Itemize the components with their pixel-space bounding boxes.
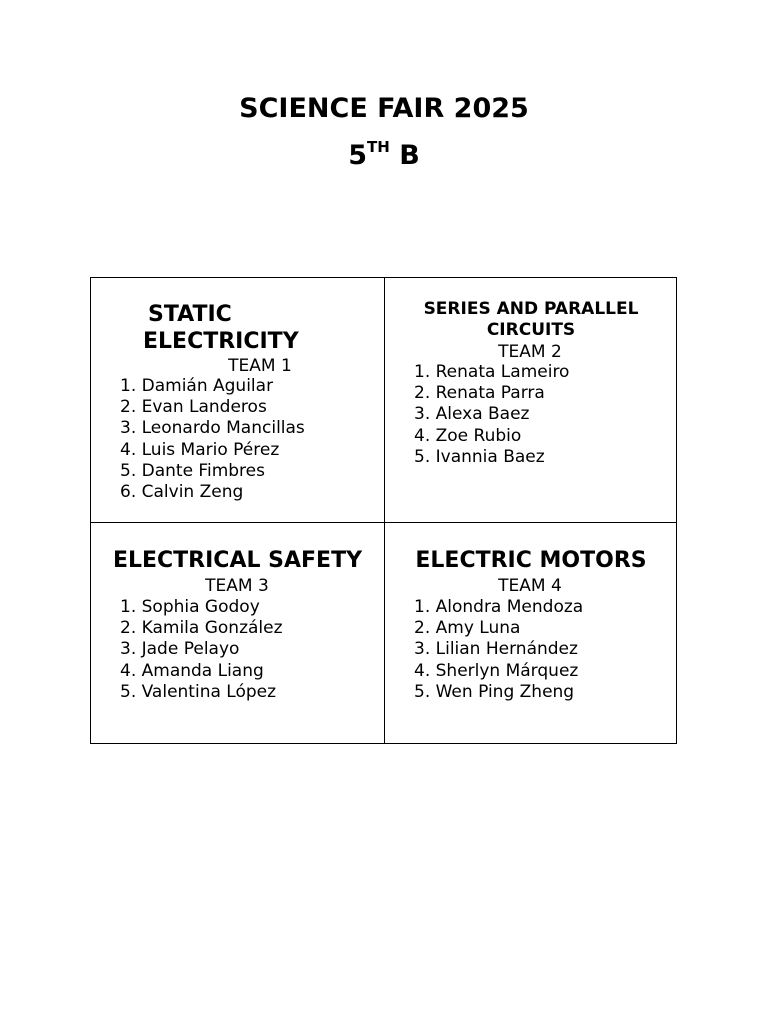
team-4-members	[414, 597, 583, 703]
list-item: 6. Calvin Zeng	[120, 482, 244, 503]
list-item: 5. Valentina López	[120, 681, 277, 702]
team-2-topic-line1: SERIES AND PARALLEL	[423, 299, 639, 319]
team-4-label: TEAM 4	[498, 576, 562, 596]
team-3-label: TEAM 3	[205, 576, 269, 596]
list-item: 4. Zoe Rubio	[414, 425, 522, 446]
page-title: SCIENCE FAIR 2025	[239, 93, 529, 124]
team-3-members	[120, 597, 283, 703]
team-4-topic: ELECTRIC MOTORS	[415, 548, 647, 573]
list-item: 2. Evan Landeros	[120, 397, 267, 418]
grade-label	[0, 140, 768, 172]
list-item: 3. Alexa Baez	[414, 404, 530, 425]
list-item: 2. Amy Luna	[414, 618, 521, 639]
list-item: 5. Ivannia Baez	[414, 446, 545, 467]
grade-suffix: TH	[367, 138, 390, 156]
list-item: 1. Alondra Mendoza	[414, 597, 584, 617]
team-1-topic-line2: ELECTRICITY	[143, 329, 299, 354]
list-item: 2. Kamila González	[120, 618, 283, 639]
list-item: 3. Jade Pelayo	[120, 639, 240, 660]
grade-section: B	[389, 140, 420, 171]
list-item: 1. Renata Lameiro	[414, 362, 570, 382]
team-2-members	[414, 362, 569, 468]
team-1-members	[120, 376, 305, 503]
team-2-topic-line2: CIRCUITS	[486, 320, 576, 340]
team-3-topic: ELECTRICAL SAFETY	[112, 548, 363, 573]
list-item: 5. Dante Fimbres	[120, 460, 265, 481]
table-horizontal-divider	[91, 522, 676, 523]
team-1-topic-line1: STATIC	[148, 302, 232, 327]
list-item: 4. Amanda Liang	[120, 660, 264, 681]
list-item: 4. Sherlyn Márquez	[414, 660, 579, 681]
list-item: 1. Damián Aguilar	[120, 376, 274, 396]
grade-number: 5	[348, 140, 367, 171]
list-item: 4. Luis Mario Pérez	[120, 439, 280, 460]
list-item: 5. Wen Ping Zheng	[414, 681, 575, 702]
table-vertical-divider	[384, 278, 385, 743]
list-item: 3. Leonardo Mancillas	[120, 418, 305, 439]
team-2-topic	[385, 299, 677, 341]
list-item: 3. Lilian Hernández	[414, 639, 578, 660]
list-item: 1. Sophia Godoy	[120, 597, 260, 617]
team-1-label: TEAM 1	[228, 356, 292, 376]
team-2-label: TEAM 2	[498, 342, 562, 362]
list-item: 2. Renata Parra	[414, 383, 545, 404]
